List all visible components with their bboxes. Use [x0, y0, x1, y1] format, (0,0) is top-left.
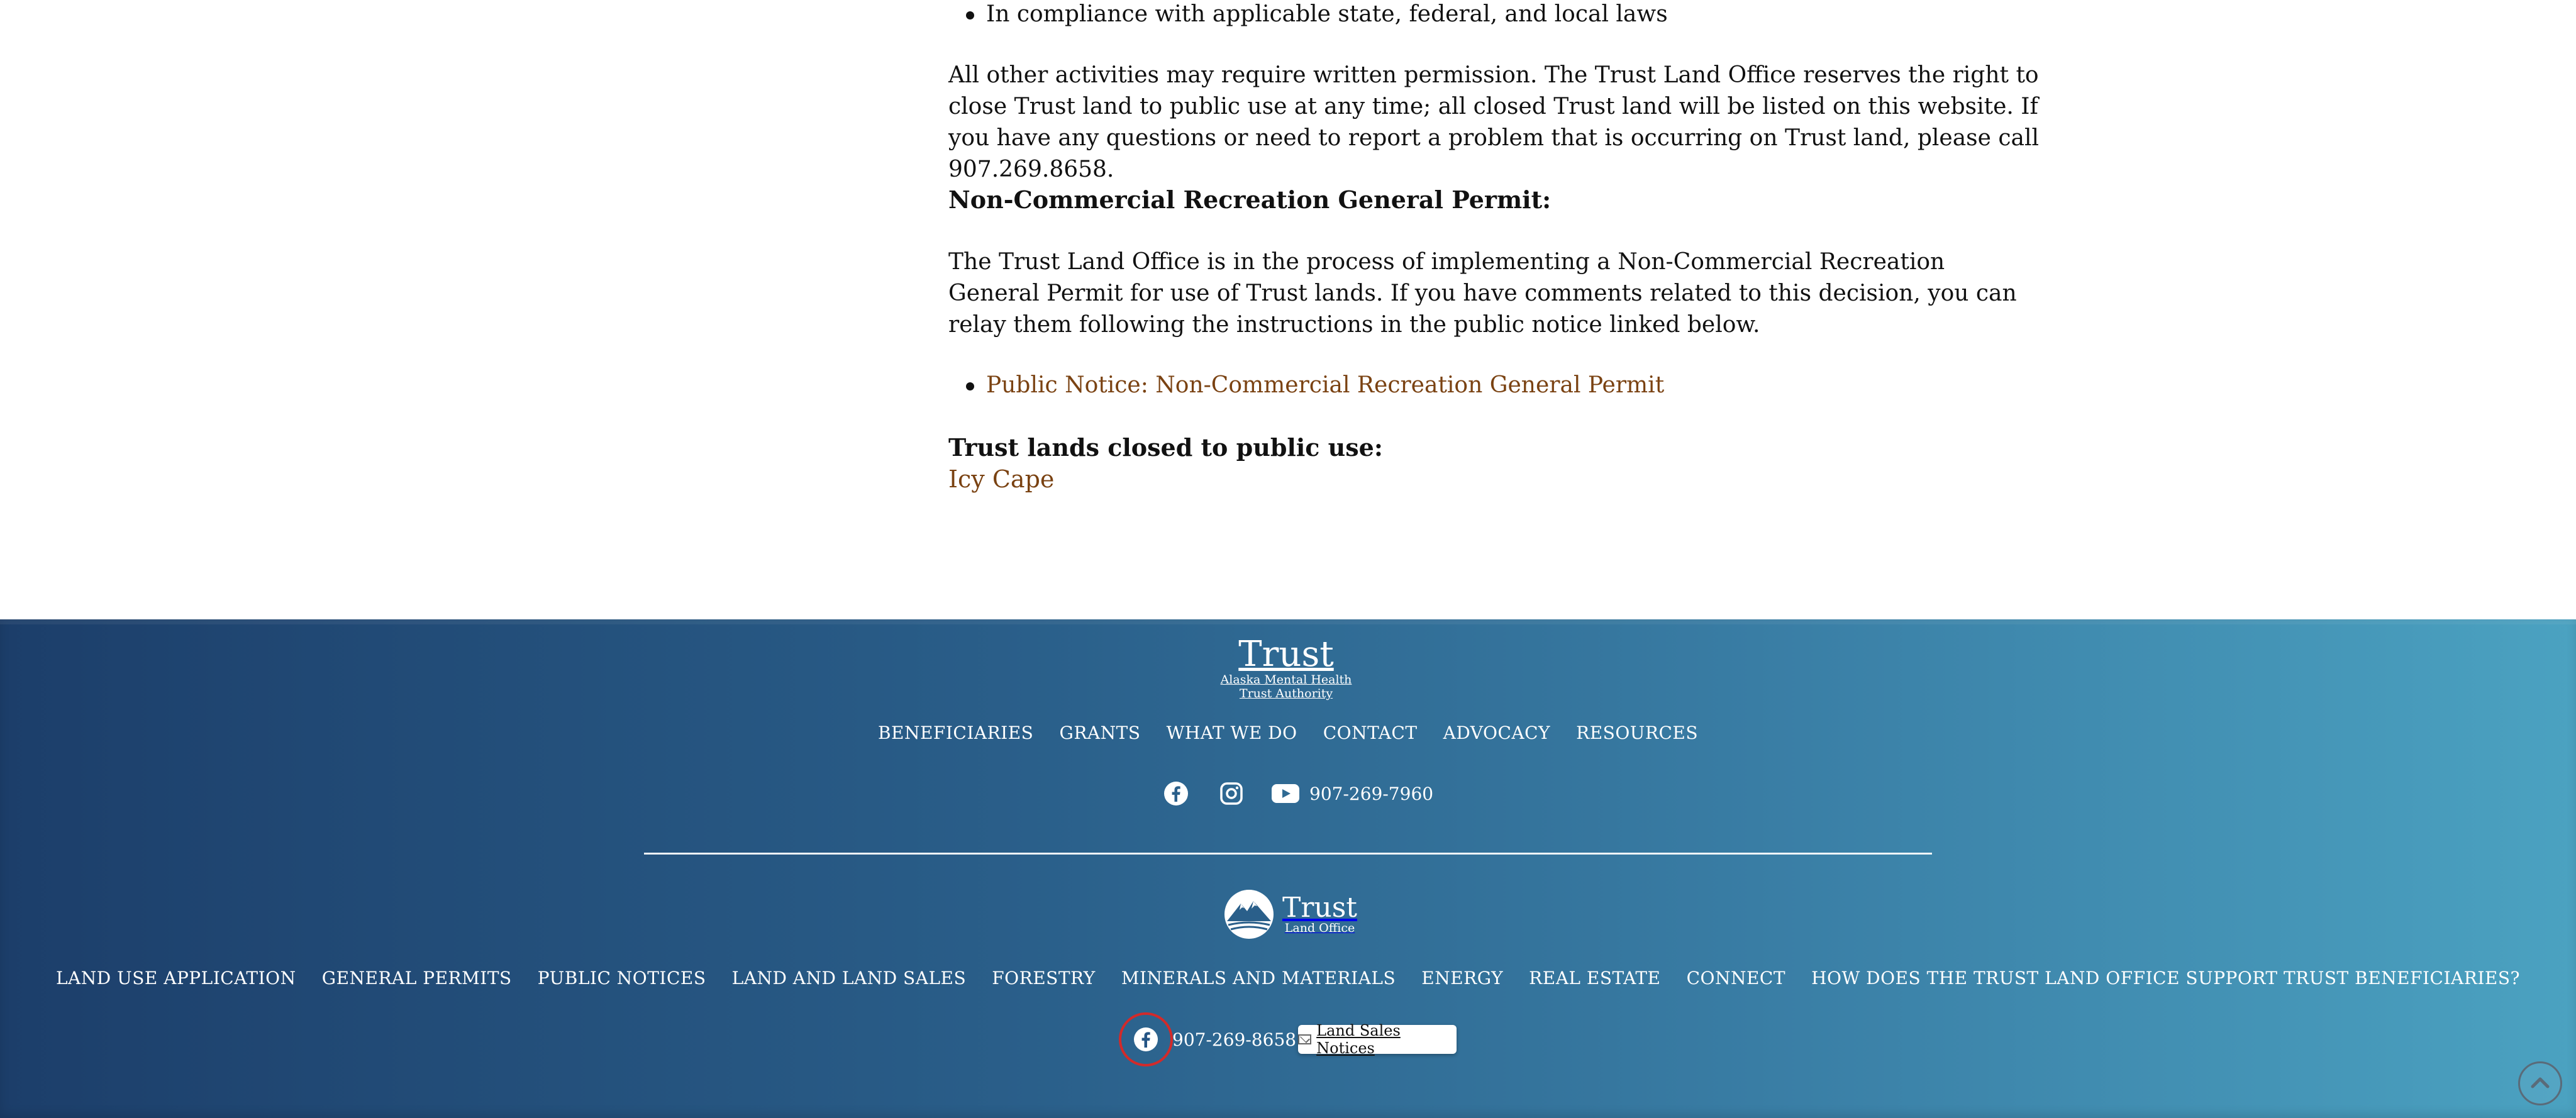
footer-nav-land-office	[0, 968, 2576, 988]
nav-land-use-application[interactable]: LAND USE APPLICATION	[55, 968, 296, 988]
nav-contact[interactable]: CONTACT	[1323, 722, 1418, 743]
footer-divider	[644, 853, 1932, 855]
nav-real-estate[interactable]: REAL ESTATE	[1529, 968, 1661, 988]
nav-connect[interactable]: CONNECT	[1686, 968, 1785, 988]
nav-grants[interactable]: GRANTS	[1059, 722, 1141, 743]
nav-beneficiaries[interactable]: BENEFICIARIES	[877, 722, 1034, 743]
envelope-icon	[1298, 1034, 1311, 1044]
facebook-icon[interactable]	[1132, 1026, 1160, 1053]
public-notice-link[interactable]: Public Notice: Non-Commercial Recreation General Permit	[986, 372, 1665, 398]
heading-permit: Non-Commercial Recreation General Permit:	[948, 185, 1552, 214]
bullet-public-notice	[986, 370, 1664, 401]
mountain-logo-icon	[1223, 888, 1275, 940]
icy-cape-link[interactable]: Icy Cape	[948, 465, 1055, 493]
nav-advocacy[interactable]: ADVOCACY	[1443, 722, 1551, 743]
nav-general-permits[interactable]: GENERAL PERMITS	[321, 968, 512, 988]
logo-title: Trust	[1238, 634, 1334, 675]
nav-minerals-and-materials[interactable]: MINERALS AND MATERIALS	[1121, 968, 1396, 988]
nav-how-does-trust-support[interactable]: HOW DOES THE TRUST LAND OFFICE SUPPORT TRUST BENEFICIARIES?	[1811, 968, 2521, 988]
land-sales-notices-button[interactable]	[1298, 1022, 1457, 1057]
paragraph-permission: All other activities may require written permission. The Trust Land Office reserves the right to close Trust land to public use at any time; all closed Trust land will be listed on this website. If you have any questions or need to report a problem that is occurring on Trust land, please call 907.269.8658.	[948, 62, 2040, 182]
footer-social-land-office	[1132, 1026, 1296, 1053]
nav-resources[interactable]: RESOURCES	[1576, 722, 1699, 743]
nav-public-notices[interactable]: PUBLIC NOTICES	[537, 968, 706, 988]
instagram-icon[interactable]	[1218, 780, 1245, 807]
nav-what-we-do[interactable]: WHAT WE DO	[1166, 722, 1297, 743]
logo2-title: Trust	[1282, 892, 1357, 924]
chevron-up-icon	[2528, 1071, 2553, 1096]
logo-line1: Alaska Mental Health	[1220, 673, 1352, 687]
phone-land-office[interactable]: 907-269-8658	[1172, 1029, 1297, 1050]
footer-social-primary	[1162, 780, 1433, 807]
footer-top-shade	[0, 619, 2576, 624]
heading-closed-lands: Trust lands closed to public use:	[948, 433, 1383, 462]
trust-land-office-logo[interactable]	[1223, 888, 1357, 940]
nav-forestry[interactable]: FORESTRY	[992, 968, 1096, 988]
logo2-subtitle: Land Office	[1284, 921, 1355, 935]
bullet-compliance: In compliance with applicable state, federal, and local laws	[986, 0, 1668, 30]
land-sales-notices-label: Land Sales Notices	[1316, 1022, 1401, 1057]
back-to-top-button[interactable]	[2518, 1061, 2562, 1105]
nav-land-and-land-sales[interactable]: LAND AND LAND SALES	[731, 968, 967, 988]
nav-energy[interactable]: ENERGY	[1421, 968, 1504, 988]
youtube-icon[interactable]	[1272, 780, 1299, 807]
logo-line2: Trust Authority	[1239, 687, 1333, 700]
phone-authority[interactable]: 907-269-7960	[1309, 783, 1434, 804]
paragraph-permit: The Trust Land Office is in the process of implementing a Non-Commercial Recreation General Permit for use of Trust lands. If you have comments related to this decision, you can relay them following the instructions in the public notice linked below.	[948, 249, 2017, 338]
trust-authority-logo[interactable]	[1217, 636, 1355, 700]
facebook-icon[interactable]	[1162, 780, 1190, 807]
footer-nav-primary	[0, 722, 2576, 743]
